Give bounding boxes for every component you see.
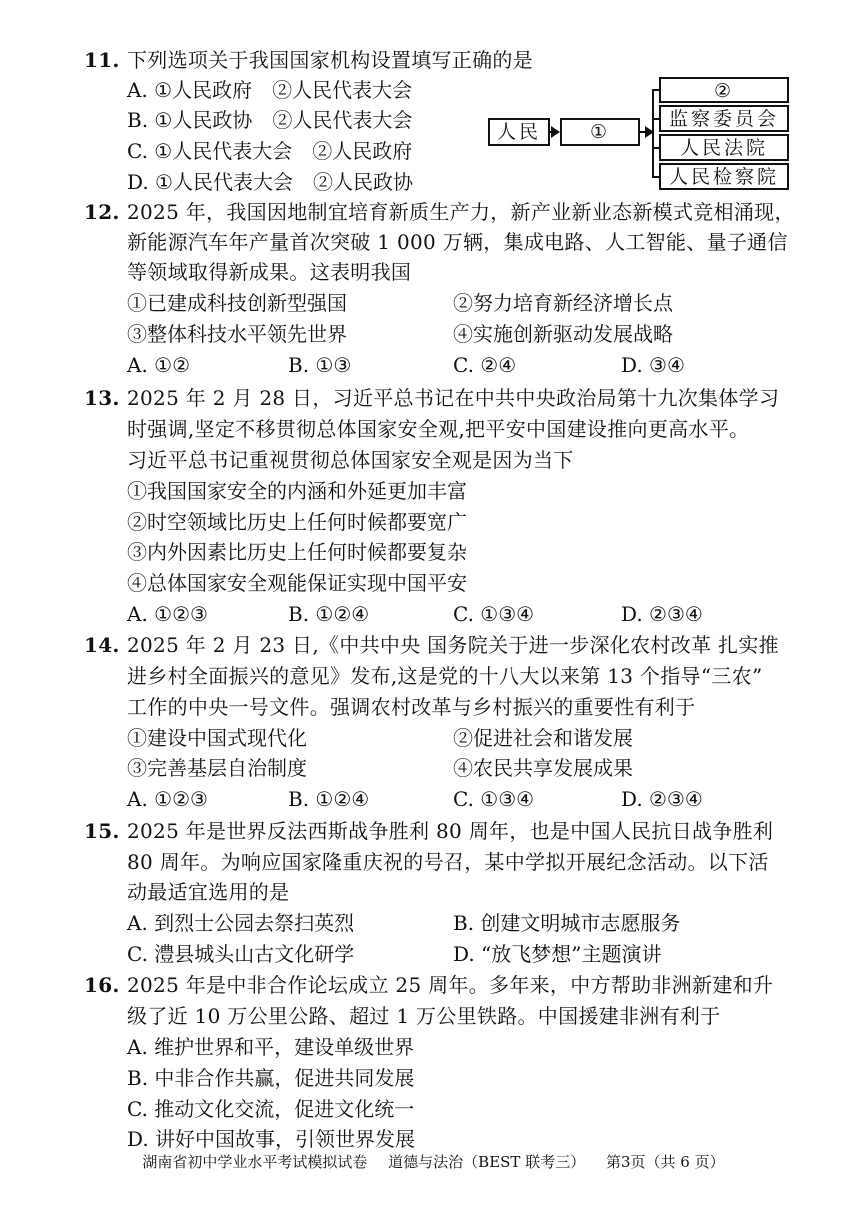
statement: ③整体科技水平领先世界 [127, 322, 347, 346]
question-stem: 2025 年，我国因地制宜培育新质生产力，新产业新业态新模式竞相涌现， [127, 200, 795, 224]
bracket-tick [652, 176, 659, 178]
choice-b[interactable]: B. ①②④ [288, 602, 370, 626]
diagram-middle-box: ① [560, 118, 640, 146]
footer-exam-title: 湖南省初中学业水平考试模拟试卷 [142, 1153, 368, 1171]
question-stem: 2025 年 2 月 28 日，习近平总书记在中共中央政治局第十九次集体学习 [127, 386, 780, 410]
arrow-2 [640, 131, 652, 133]
choice-d[interactable]: D. ②③④ [621, 602, 703, 626]
statement: ④农民共享发展成果 [453, 756, 633, 780]
choice-d[interactable]: D. ②③④ [621, 787, 703, 811]
choice-d[interactable]: D. ③④ [621, 353, 685, 377]
statement: ①建设中国式现代化 [127, 726, 307, 750]
bracket-line [652, 89, 654, 178]
choice-a[interactable]: A. ①②③ [127, 787, 208, 811]
question-number: 16. [84, 973, 120, 997]
diagram-target-box: 人民法院 [659, 134, 789, 161]
choice-c[interactable]: C. ②④ [453, 353, 517, 377]
choice-a[interactable]: A. ①②③ [127, 602, 208, 626]
question-stem: 工作的中央一号文件。强调农村改革与乡村振兴的重要性有利于 [127, 695, 696, 719]
question-number: 15. [84, 819, 120, 843]
choice-a[interactable]: A. ①② [127, 353, 191, 377]
choice-b[interactable]: B. ①③ [288, 353, 352, 377]
option-a[interactable]: A. 维护世界和平，建设单级世界 [127, 1035, 415, 1059]
question-stem: 动最适宜选用的是 [127, 880, 290, 904]
statement: ③完善基层自治制度 [127, 756, 307, 780]
question-stem: 进乡村全面振兴的意见》发布,这是党的十八大以来第 13 个指导“三农” [127, 664, 763, 688]
diagram-target-box: ② [659, 77, 789, 103]
option-b[interactable]: B. 创建文明城市志愿服务 [453, 911, 681, 935]
option-c[interactable]: C. 澧县城头山古文化研学 [127, 942, 355, 966]
option-a[interactable]: A. 到烈士公园去祭扫英烈 [127, 911, 355, 935]
statement: ①我国国家安全的内涵和外延更加丰富 [127, 479, 467, 503]
choice-c[interactable]: C. ①③④ [453, 787, 535, 811]
statement: ③内外因素比历史上任何时候都要复杂 [127, 540, 467, 564]
statement: ②努力培育新经济增长点 [453, 291, 673, 315]
question-stem: 2025 年 2 月 23 日,《中共中央 国务院关于进一步深化农村改革 扎实推 [127, 633, 779, 657]
option-c[interactable]: C. ①人民代表大会 ②人民政府 [127, 139, 413, 163]
choice-c[interactable]: C. ①③④ [453, 602, 535, 626]
statement: ②促进社会和谐发展 [453, 726, 633, 750]
statement: ④实施创新驱动发展战略 [453, 322, 673, 346]
option-d[interactable]: D. 讲好中国故事，引领世界发展 [127, 1127, 416, 1151]
diagram-source-box: 人民 [488, 118, 550, 146]
arrow-1 [550, 131, 558, 133]
question-stem: 习近平总书记重视贯彻总体国家安全观是因为当下 [127, 448, 574, 472]
page-footer [0, 1152, 867, 1172]
question-stem: 新能源汽车年产量首次突破 1 000 万辆，集成电路、人工智能、量子通信 [127, 230, 788, 254]
footer-page-number: 第3页（共 6 页） [605, 1153, 725, 1171]
option-d[interactable]: D. ①人民代表大会 ②人民政协 [127, 170, 413, 194]
statement: ①已建成科技创新型强国 [127, 291, 347, 315]
choice-b[interactable]: B. ①②④ [288, 787, 370, 811]
statement: ④总体国家安全观能保证实现中国平安 [127, 571, 467, 595]
option-b[interactable]: B. 中非合作共赢，促进共同发展 [127, 1066, 415, 1090]
option-d[interactable]: D. “放飞梦想”主题演讲 [453, 942, 662, 966]
bracket-tick [652, 147, 659, 149]
question-stem: 级了近 10 万公里公路、超过 1 万公里铁路。中国援建非洲有利于 [127, 1004, 721, 1028]
question-stem: 下列选项关于我国国家机构设置填写正确的是 [127, 48, 533, 72]
option-a[interactable]: A. ①人民政府 ②人民代表大会 [127, 78, 413, 102]
question-stem: 时强调,坚定不移贯彻总体国家安全观,把平安中国建设推向更高水平。 [127, 417, 750, 441]
option-c[interactable]: C. 推动文化交流，促进文化统一 [127, 1097, 415, 1121]
question-stem: 2025 年是中非合作论坛成立 25 周年。多年来，中方帮助非洲新建和升 [127, 973, 774, 997]
footer-subject: 道德与法治（BEST 联考三） [388, 1153, 586, 1171]
question-number: 13. [84, 386, 120, 410]
question-number: 12. [84, 200, 120, 224]
bracket-tick [652, 118, 659, 120]
question-number: 14. [84, 633, 120, 657]
question-stem: 2025 年是世界反法西斯战争胜利 80 周年，也是中国人民抗日战争胜利 [127, 819, 774, 843]
statement: ②时空领域比历史上任何时候都要宽广 [127, 510, 467, 534]
diagram-target-box: 人民检察院 [659, 163, 789, 190]
question-stem: 80 周年。为响应国家隆重庆祝的号召，某中学拟开展纪念活动。以下活 [127, 850, 769, 874]
diagram-target-box: 监察委员会 [659, 105, 789, 132]
question-stem: 等领域取得新成果。这表明我国 [127, 260, 412, 284]
question-number: 11. [84, 48, 120, 72]
option-b[interactable]: B. ①人民政协 ②人民代表大会 [127, 108, 413, 132]
bracket-tick [652, 89, 659, 91]
